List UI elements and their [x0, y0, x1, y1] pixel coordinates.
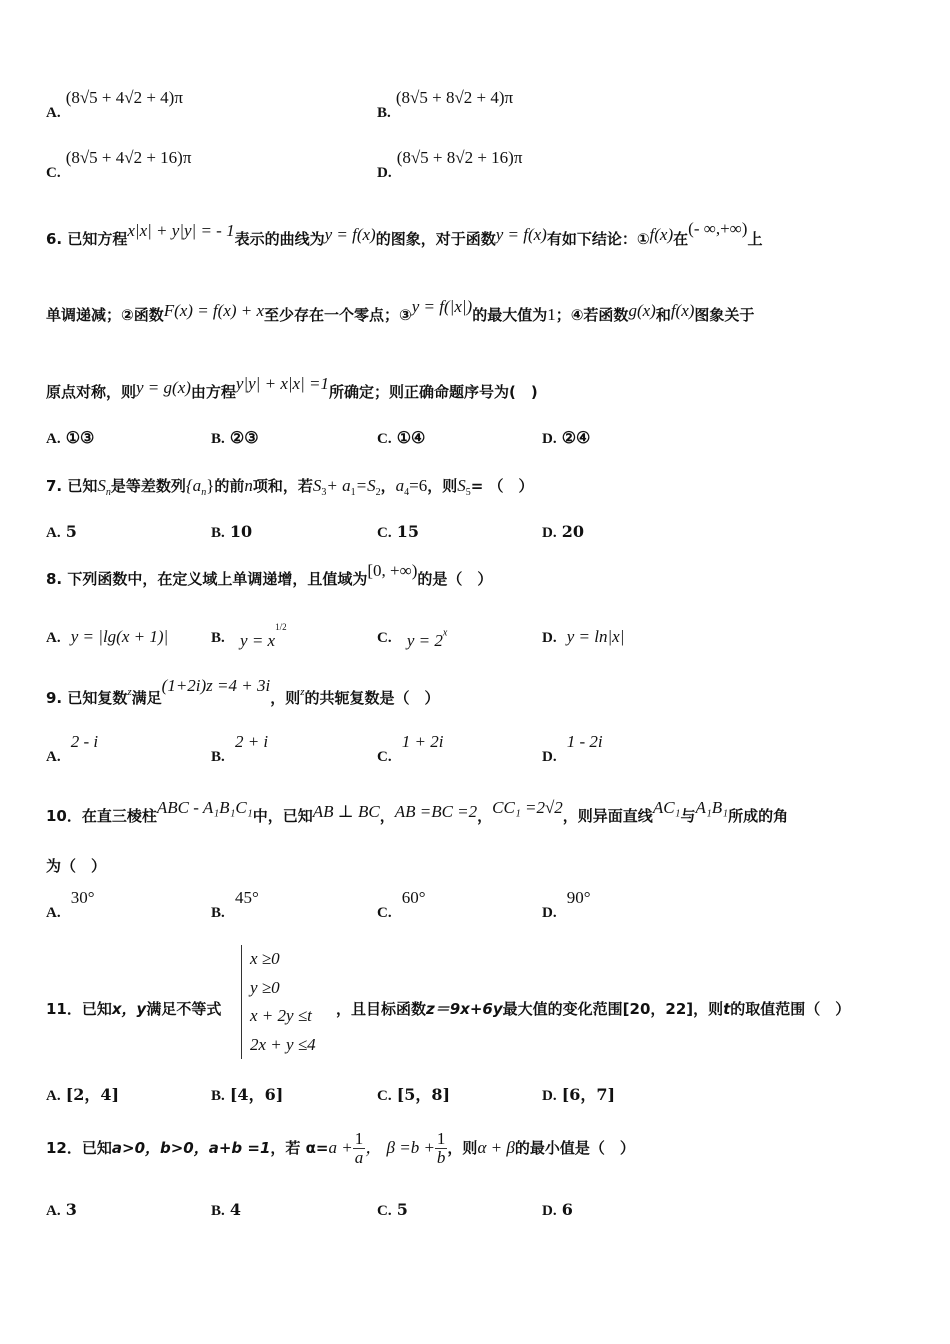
q5-option-b[interactable]	[377, 88, 514, 122]
option-label: B.	[211, 1088, 225, 1104]
math: AB =BC =2	[394, 802, 478, 821]
math: S	[457, 476, 466, 495]
math-sub: 3	[321, 487, 327, 498]
option-label: D.	[542, 905, 557, 921]
math: y|y| + x|x| =1	[235, 374, 329, 393]
text: 12．已知	[46, 1139, 112, 1157]
option-value: 90°	[566, 888, 591, 907]
text: 与	[680, 807, 696, 825]
math: A₁B₁	[695, 798, 729, 817]
math: =6	[409, 476, 428, 495]
option-label: C.	[377, 749, 392, 765]
text: 由方程	[190, 383, 236, 401]
text: 满足	[131, 689, 162, 707]
q8-option-c[interactable]	[377, 627, 448, 650]
text: 是等差数列	[110, 477, 186, 495]
option-value: 5	[65, 522, 77, 541]
text: 所确定；则正确命题序号为( )	[329, 383, 538, 401]
option-value: ②③	[229, 428, 259, 447]
q9-option-c[interactable]	[377, 732, 444, 766]
option-value: 5	[396, 1200, 408, 1219]
math-sub: 1	[350, 487, 356, 498]
q6-line-2	[46, 297, 755, 325]
text: 在	[673, 230, 689, 248]
option-label: C.	[377, 1088, 392, 1104]
text: 的最大值为	[472, 306, 548, 324]
option-label: B.	[211, 431, 225, 447]
option-label: D.	[542, 749, 557, 765]
option-value: y = 2	[406, 631, 443, 650]
math: + a	[326, 476, 351, 495]
option-value: 2 - i	[70, 732, 99, 751]
math: a	[395, 476, 405, 495]
q11-option-d[interactable]	[542, 1082, 615, 1105]
option-exponent: 1/2	[275, 621, 287, 632]
math: S	[97, 476, 106, 495]
option-label: C.	[46, 165, 61, 181]
option-label: C.	[377, 905, 392, 921]
text: 的取值范围（ ）	[730, 1000, 851, 1018]
option-value: 1 + 2i	[401, 732, 444, 751]
text: 的是（ ）	[417, 570, 493, 588]
math: [0, +∞)	[367, 561, 418, 580]
option-value: (8√5 + 4√2 + 16)π	[65, 148, 192, 167]
q6-option-a[interactable]	[46, 428, 94, 448]
option-label: D.	[542, 525, 557, 541]
math: a +	[328, 1138, 353, 1157]
q11-option-b[interactable]	[211, 1082, 283, 1105]
option-value: [5，8]	[396, 1085, 451, 1104]
q10-stem-cont	[46, 855, 106, 876]
q8-option-d[interactable]	[542, 627, 624, 647]
math-sub: 2	[375, 487, 381, 498]
q8-option-b[interactable]	[211, 621, 287, 650]
text: 至少存在一个零点；③	[264, 306, 412, 324]
option-label: B.	[211, 630, 225, 646]
text: ，	[379, 807, 395, 825]
q11-stem-tail	[336, 998, 850, 1019]
q12-option-c[interactable]	[377, 1200, 408, 1220]
math: }	[206, 476, 215, 495]
math: y = f(x)	[324, 225, 376, 244]
math: t	[723, 1000, 731, 1018]
option-label: C.	[377, 1203, 392, 1219]
text: ，且目标函数	[336, 1000, 427, 1018]
option-value: 20	[561, 522, 584, 541]
math: AB ⊥ BC	[312, 802, 380, 821]
denominator: a	[354, 1148, 364, 1167]
text: 有如下结论：①	[546, 230, 650, 248]
q10-stem	[46, 798, 789, 826]
inequality: x ≥0	[250, 949, 280, 968]
option-label: A.	[46, 630, 61, 646]
text: 9. 已知复数	[46, 689, 128, 707]
option-value: 2 + i	[234, 732, 269, 751]
math: 1	[547, 305, 556, 324]
option-value: (8√5 + 4√2 + 4)π	[65, 88, 183, 107]
q11-option-c[interactable]	[377, 1082, 450, 1105]
option-value: 30°	[70, 888, 95, 907]
inequality: x + 2y ≤t	[250, 1006, 312, 1025]
option-value: y = ln|x|	[566, 627, 625, 646]
text: ，则异面直线	[562, 807, 653, 825]
q6-line-1	[46, 219, 763, 249]
math: x，y	[111, 1000, 147, 1018]
q10-option-d[interactable]	[542, 888, 591, 922]
q11-inequality-system	[241, 945, 316, 1059]
option-value: 60°	[401, 888, 426, 907]
math: f(x)	[649, 225, 674, 244]
math-sub: 4	[404, 487, 410, 498]
text: 项和，若	[252, 477, 313, 495]
math: S	[312, 476, 322, 495]
math: z＝9x+6y	[426, 1000, 503, 1018]
text: 图象关于	[694, 306, 755, 324]
text: 所成的角	[728, 807, 789, 825]
option-value: 45°	[234, 888, 259, 907]
q5-option-c[interactable]	[46, 148, 192, 182]
q9-option-a[interactable]	[46, 732, 99, 766]
math: f(x)	[670, 301, 695, 320]
q8-stem	[46, 561, 493, 589]
text: ，	[380, 477, 396, 495]
math: z	[300, 686, 305, 698]
numerator: 1	[436, 1129, 446, 1148]
math: g(x)	[628, 301, 656, 320]
q6-option-d[interactable]	[542, 428, 590, 448]
math: ABC - A₁B₁C₁	[156, 798, 253, 817]
q10-option-c[interactable]	[377, 888, 426, 922]
text: 为（ ）	[46, 857, 107, 875]
option-label: A.	[46, 1203, 61, 1219]
text: 11．已知	[46, 1000, 112, 1018]
option-label: C.	[377, 630, 392, 646]
option-label: D.	[377, 165, 392, 181]
q12-option-d[interactable]	[542, 1200, 573, 1220]
option-label: A.	[46, 105, 61, 121]
math: y = f(|x|)	[411, 297, 473, 316]
option-value: y = x	[240, 631, 276, 650]
math: AC₁	[652, 798, 681, 817]
text: 的图象，对于函数	[375, 230, 496, 248]
text: 最大值的变化范围[20，22]，则	[502, 1000, 724, 1018]
option-value: (8√5 + 8√2 + 4)π	[395, 88, 514, 107]
text: 的最小值是（ ）	[514, 1139, 635, 1157]
option-exponent: x	[442, 627, 448, 639]
option-label: A.	[46, 525, 61, 541]
q11-option-a[interactable]	[46, 1082, 119, 1105]
option-value: ②④	[561, 428, 591, 447]
option-value: 10	[229, 522, 253, 541]
text: 中，已知	[252, 807, 313, 825]
text: 满足不等式	[146, 1000, 222, 1018]
option-label: D.	[542, 431, 557, 447]
math: F(x) = f(x) + x	[163, 301, 265, 320]
option-label: C.	[377, 525, 392, 541]
text: 8. 下列函数中，在定义域上单调递增，且值域为	[46, 570, 368, 588]
q12-option-b[interactable]	[211, 1200, 241, 1220]
option-label: C.	[377, 431, 392, 447]
option-label: B.	[211, 905, 225, 921]
math-sub: n	[105, 487, 111, 498]
q7-option-a[interactable]	[46, 522, 77, 542]
option-label: D.	[542, 1203, 557, 1219]
math-sub: n	[201, 487, 207, 498]
option-label: B.	[211, 525, 225, 541]
option-label: A.	[46, 749, 61, 765]
option-value: [4，6]	[229, 1085, 284, 1104]
q9-stem	[46, 676, 440, 708]
math-sub: 5	[465, 487, 471, 498]
fraction	[435, 1130, 448, 1167]
math: {a	[185, 476, 202, 495]
fraction	[353, 1130, 366, 1167]
q12-option-a[interactable]	[46, 1200, 77, 1220]
option-value: [6，7]	[561, 1085, 616, 1104]
text: = （ ）	[470, 477, 534, 495]
option-value: 6	[561, 1200, 573, 1219]
math: n	[244, 476, 253, 495]
inequality: 2x + y ≤4	[250, 1034, 316, 1054]
text: 6. 已知方程	[46, 230, 128, 248]
q8-option-a[interactable]	[46, 627, 168, 647]
q7-option-d[interactable]	[542, 522, 584, 542]
q5-option-a[interactable]	[46, 88, 183, 122]
option-label: A.	[46, 905, 61, 921]
q7-option-b[interactable]	[211, 522, 252, 542]
math: CC₁ =2√2	[492, 798, 563, 817]
math: α + β	[477, 1138, 515, 1157]
text: 单调递减；②函数	[46, 306, 164, 324]
text: ；④若函数	[555, 306, 629, 324]
option-value: 3	[65, 1200, 77, 1219]
option-value: 4	[229, 1200, 241, 1219]
text: 表示的曲线为	[234, 230, 325, 248]
option-label: D.	[542, 1088, 557, 1104]
option-value: (8√5 + 8√2 + 16)π	[396, 148, 523, 167]
q6-option-c[interactable]	[377, 428, 425, 448]
math: (- ∞,+∞)	[688, 219, 748, 238]
text: ，则	[427, 477, 458, 495]
q10-option-a[interactable]	[46, 888, 95, 922]
numerator: 1	[354, 1129, 364, 1148]
q7-stem	[46, 475, 534, 498]
q5-option-d[interactable]	[377, 148, 523, 182]
text: ，若 α=	[270, 1139, 329, 1157]
math: z	[127, 686, 132, 698]
option-label: A.	[46, 1088, 61, 1104]
text: 原点对称，则	[46, 383, 137, 401]
math: y = g(x)	[136, 378, 191, 397]
text: 的前	[214, 477, 245, 495]
text: 上	[747, 230, 763, 248]
math: (1+2i)z =4 + 3i	[161, 676, 271, 695]
q10-option-b[interactable]	[211, 888, 259, 922]
text: 7. 已知	[46, 477, 98, 495]
inequality: y ≥0	[250, 977, 280, 997]
q12-stem	[46, 1130, 635, 1167]
denominator: b	[436, 1148, 446, 1167]
option-value: ①③	[65, 428, 95, 447]
text: 的共轭复数是（ ）	[304, 689, 440, 707]
q6-option-b[interactable]	[211, 428, 259, 448]
math: y = f(x)	[495, 225, 547, 244]
text: ，	[477, 807, 493, 825]
option-label: B.	[211, 1203, 225, 1219]
option-label: D.	[542, 630, 557, 646]
option-label: A.	[46, 431, 61, 447]
q9-option-d[interactable]	[542, 732, 603, 766]
option-label: B.	[211, 749, 225, 765]
option-value: [2，4]	[65, 1085, 120, 1104]
math: =S	[355, 476, 376, 495]
math: x|x| + y|y| = - 1	[127, 221, 235, 240]
math: ， β =b +	[365, 1138, 435, 1157]
option-label: B.	[377, 105, 391, 121]
q11-stem-lead	[46, 998, 221, 1019]
q7-option-c[interactable]	[377, 522, 419, 542]
q6-line-3	[46, 374, 538, 402]
q9-option-b[interactable]	[211, 732, 269, 766]
option-value: 1 - 2i	[566, 732, 603, 751]
text: ，则	[447, 1139, 478, 1157]
text: ，则	[270, 689, 301, 707]
option-value: ①④	[396, 428, 426, 447]
text: 和	[655, 306, 671, 324]
option-value: y = |lg(x + 1)|	[70, 627, 169, 646]
math: a>0，b>0，a+b =1	[111, 1139, 271, 1157]
option-value: 15	[396, 522, 419, 541]
text: 10．在直三棱柱	[46, 807, 157, 825]
